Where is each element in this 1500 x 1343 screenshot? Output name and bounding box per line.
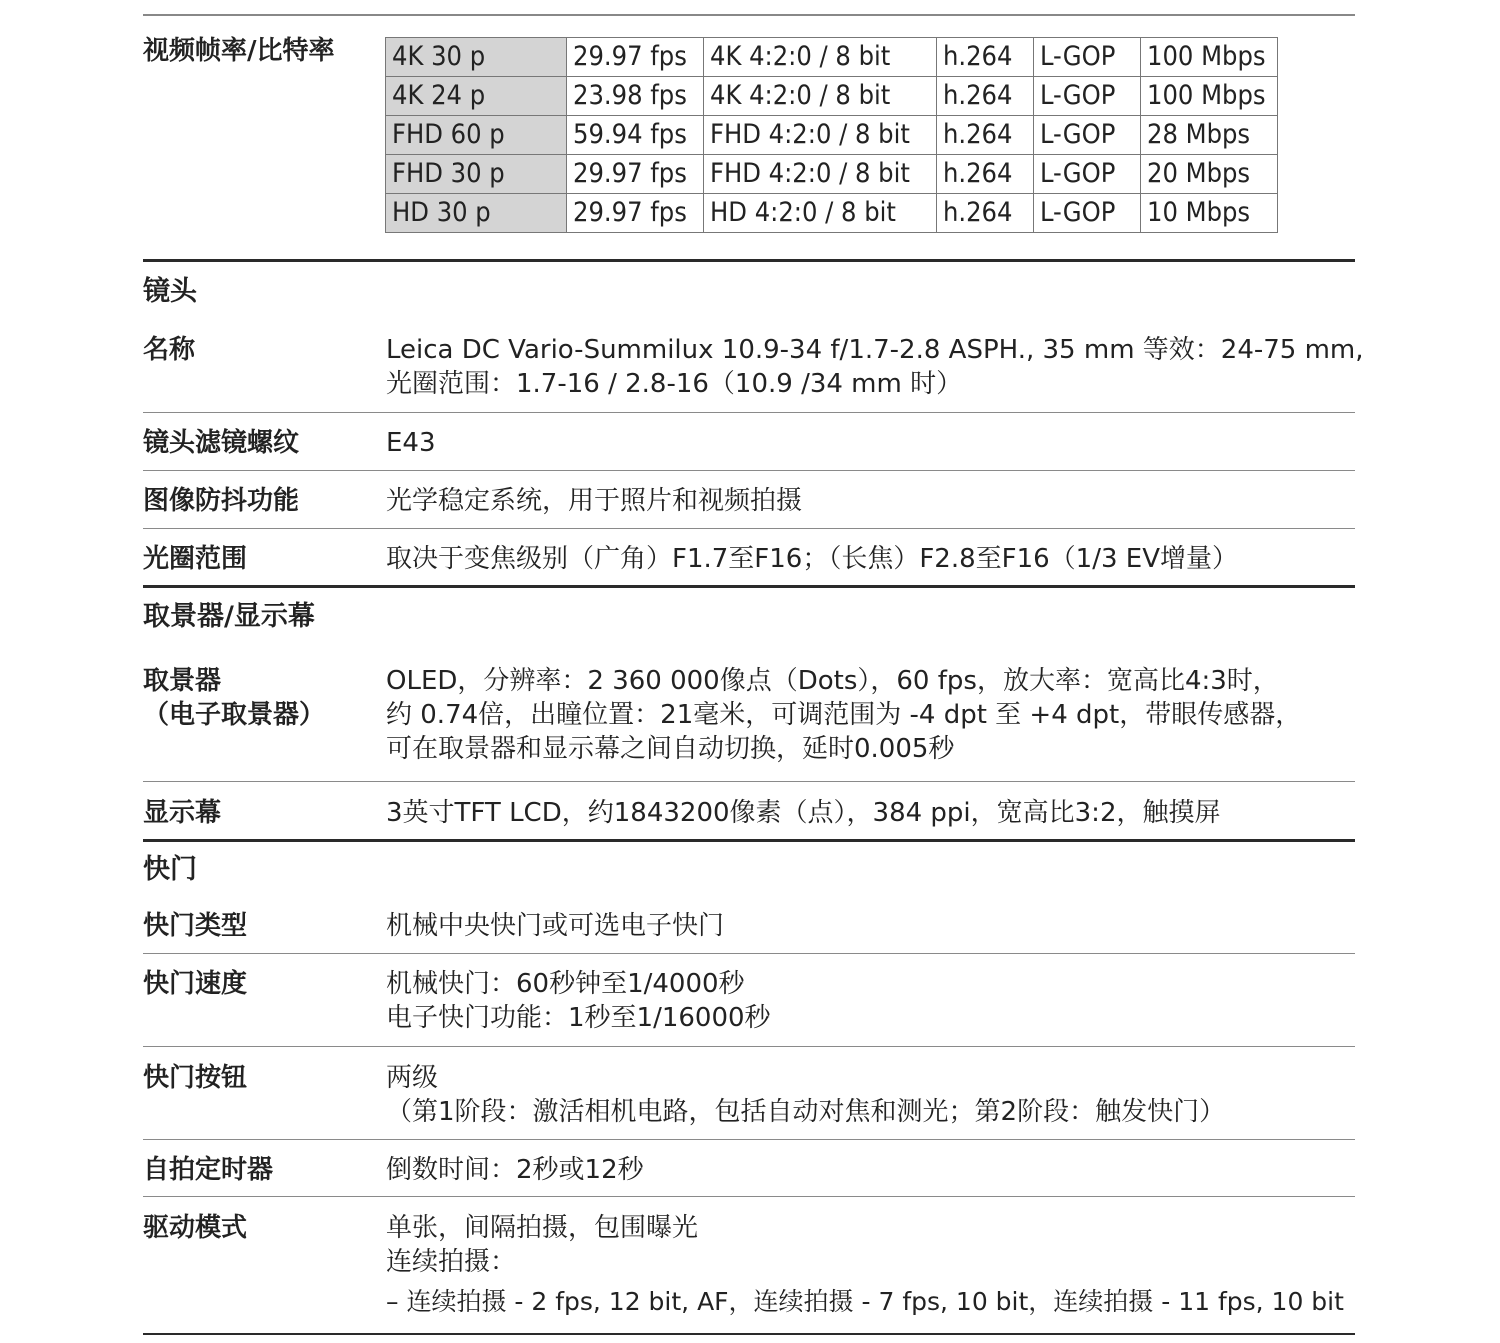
drive-mode-line: 单张，间隔拍摄，包围曝光 — [386, 1213, 699, 1243]
table-cell: L-GOP — [1034, 77, 1141, 116]
table-cell: 10 Mbps — [1141, 194, 1278, 233]
table-row — [386, 116, 1278, 155]
shutter-type-value: 机械中央快门或可选电子快门 — [386, 911, 725, 941]
display-label: 显示幕 — [143, 798, 222, 828]
lens-name-line: Leica DC Vario-Summilux 10.9-34 f/1.7-2.8 ASPH., 35 mm 等效：24-75 mm, — [386, 335, 1364, 365]
drive-mode-value — [386, 1211, 1366, 1319]
aperture-label: 光圈范围 — [143, 544, 248, 574]
table-cell: L-GOP — [1034, 116, 1141, 155]
shutter-button-line: （第1阶段：激活相机电路，包括自动对焦和测光；第2阶段：触发快门） — [386, 1097, 1226, 1127]
section-title-shutter: 快门 — [143, 854, 197, 885]
row-divider — [143, 953, 1355, 954]
shutter-button-value — [386, 1061, 1366, 1129]
table-cell: HD 30 p — [386, 194, 567, 233]
shutter-button-line: 两级 — [386, 1063, 439, 1093]
evf-line: 可在取景器和显示幕之间自动切换，延时0.005秒 — [386, 734, 955, 764]
row-divider — [143, 1196, 1355, 1197]
table-cell: 100 Mbps — [1141, 38, 1278, 77]
table-cell: h.264 — [937, 155, 1034, 194]
aperture-value: 取决于变焦级别（广角）F1.7至F16；（长焦）F2.8至F16（1/3 EV增量） — [386, 544, 1239, 574]
lens-name-line: 光圈范围：1.7-16 / 2.8-16（10.9 /34 mm 时） — [386, 369, 963, 399]
table-cell: 28 Mbps — [1141, 116, 1278, 155]
drive-mode-label: 驱动模式 — [143, 1213, 248, 1243]
drive-mode-line: – 连续拍摄 - 2 fps, 12 bit, AF，连续拍摄 - 7 fps, 10 bit，连续拍摄 - 11 fps, 10 bit — [386, 1287, 1344, 1316]
table-cell: FHD 4:2:0 / 8 bit — [704, 155, 937, 194]
shutter-speed-line: 电子快门功能：1秒至1/16000秒 — [386, 1003, 771, 1033]
lens-name-value — [386, 333, 1366, 401]
table-cell: 4K 4:2:0 / 8 bit — [704, 77, 937, 116]
row-divider — [143, 1046, 1355, 1047]
table-cell: 29.97 fps — [567, 194, 704, 233]
table-cell: L-GOP — [1034, 155, 1141, 194]
evf-label-line: 取景器 — [143, 666, 222, 696]
table-cell: 4K 24 p — [386, 77, 567, 116]
table-cell: 59.94 fps — [567, 116, 704, 155]
shutter-button-label: 快门按钮 — [143, 1063, 248, 1093]
section-divider — [143, 1333, 1355, 1335]
table-row — [386, 194, 1278, 233]
row-divider — [143, 1139, 1355, 1140]
top-divider — [143, 14, 1355, 16]
table-cell: 4K 30 p — [386, 38, 567, 77]
evf-label-line: （电子取景器） — [143, 700, 326, 730]
table-row — [386, 77, 1278, 116]
shutter-type-label: 快门类型 — [143, 911, 248, 941]
table-cell: FHD 60 p — [386, 116, 567, 155]
table-cell: FHD 30 p — [386, 155, 567, 194]
table-cell: 4K 4:2:0 / 8 bit — [704, 38, 937, 77]
section-title-lens: 镜头 — [143, 276, 197, 307]
table-cell: h.264 — [937, 77, 1034, 116]
shutter-speed-value — [386, 967, 1366, 1035]
row-divider — [143, 412, 1355, 413]
evf-value — [386, 664, 1366, 766]
lens-filter-label: 镜头滤镜螺纹 — [143, 428, 300, 458]
video-framerate-table — [385, 37, 1278, 233]
evf-line: OLED，分辨率：2 360 000像点（Dots），60 fps，放大率：宽高比4:3时， — [386, 666, 1279, 696]
stabilization-value: 光学稳定系统，用于照片和视频拍摄 — [386, 486, 803, 516]
table-cell: L-GOP — [1034, 194, 1141, 233]
table-cell: 29.97 fps — [567, 38, 704, 77]
table-cell: 100 Mbps — [1141, 77, 1278, 116]
table-row — [386, 155, 1278, 194]
section-divider — [143, 585, 1355, 588]
row-divider — [143, 781, 1355, 782]
lens-name-label: 名称 — [143, 335, 196, 365]
table-cell: 29.97 fps — [567, 155, 704, 194]
section-divider — [143, 839, 1355, 842]
evf-label — [143, 664, 325, 732]
row-divider — [143, 528, 1355, 529]
table-cell: FHD 4:2:0 / 8 bit — [704, 116, 937, 155]
drive-mode-line: 连续拍摄： — [386, 1247, 517, 1277]
table-cell: h.264 — [937, 38, 1034, 77]
shutter-speed-line: 机械快门：60秒钟至1/4000秒 — [386, 969, 745, 999]
table-row — [386, 38, 1278, 77]
table-cell: h.264 — [937, 194, 1034, 233]
evf-line: 约 0.74倍，出瞳位置：21毫米，可调范围为 -4 dpt 至 +4 dpt，带眼传感器， — [386, 700, 1302, 730]
table-cell: HD 4:2:0 / 8 bit — [704, 194, 937, 233]
table-cell: h.264 — [937, 116, 1034, 155]
table-cell: L-GOP — [1034, 38, 1141, 77]
video-framerate-label: 视频帧率/比特率 — [143, 36, 335, 66]
table-cell: 23.98 fps — [567, 77, 704, 116]
lens-filter-value: E43 — [386, 428, 436, 458]
self-timer-label: 自拍定时器 — [143, 1155, 274, 1185]
display-value: 3英寸TFT LCD，约1843200像素（点），384 ppi，宽高比3:2，触摸屏 — [386, 798, 1221, 828]
shutter-speed-label: 快门速度 — [143, 969, 248, 999]
stabilization-label: 图像防抖功能 — [143, 486, 300, 516]
section-title-viewfinder: 取景器/显示幕 — [143, 601, 315, 632]
row-divider — [143, 470, 1355, 471]
table-cell: 20 Mbps — [1141, 155, 1278, 194]
self-timer-value: 倒数时间：2秒或12秒 — [386, 1155, 644, 1185]
section-divider — [143, 259, 1355, 262]
